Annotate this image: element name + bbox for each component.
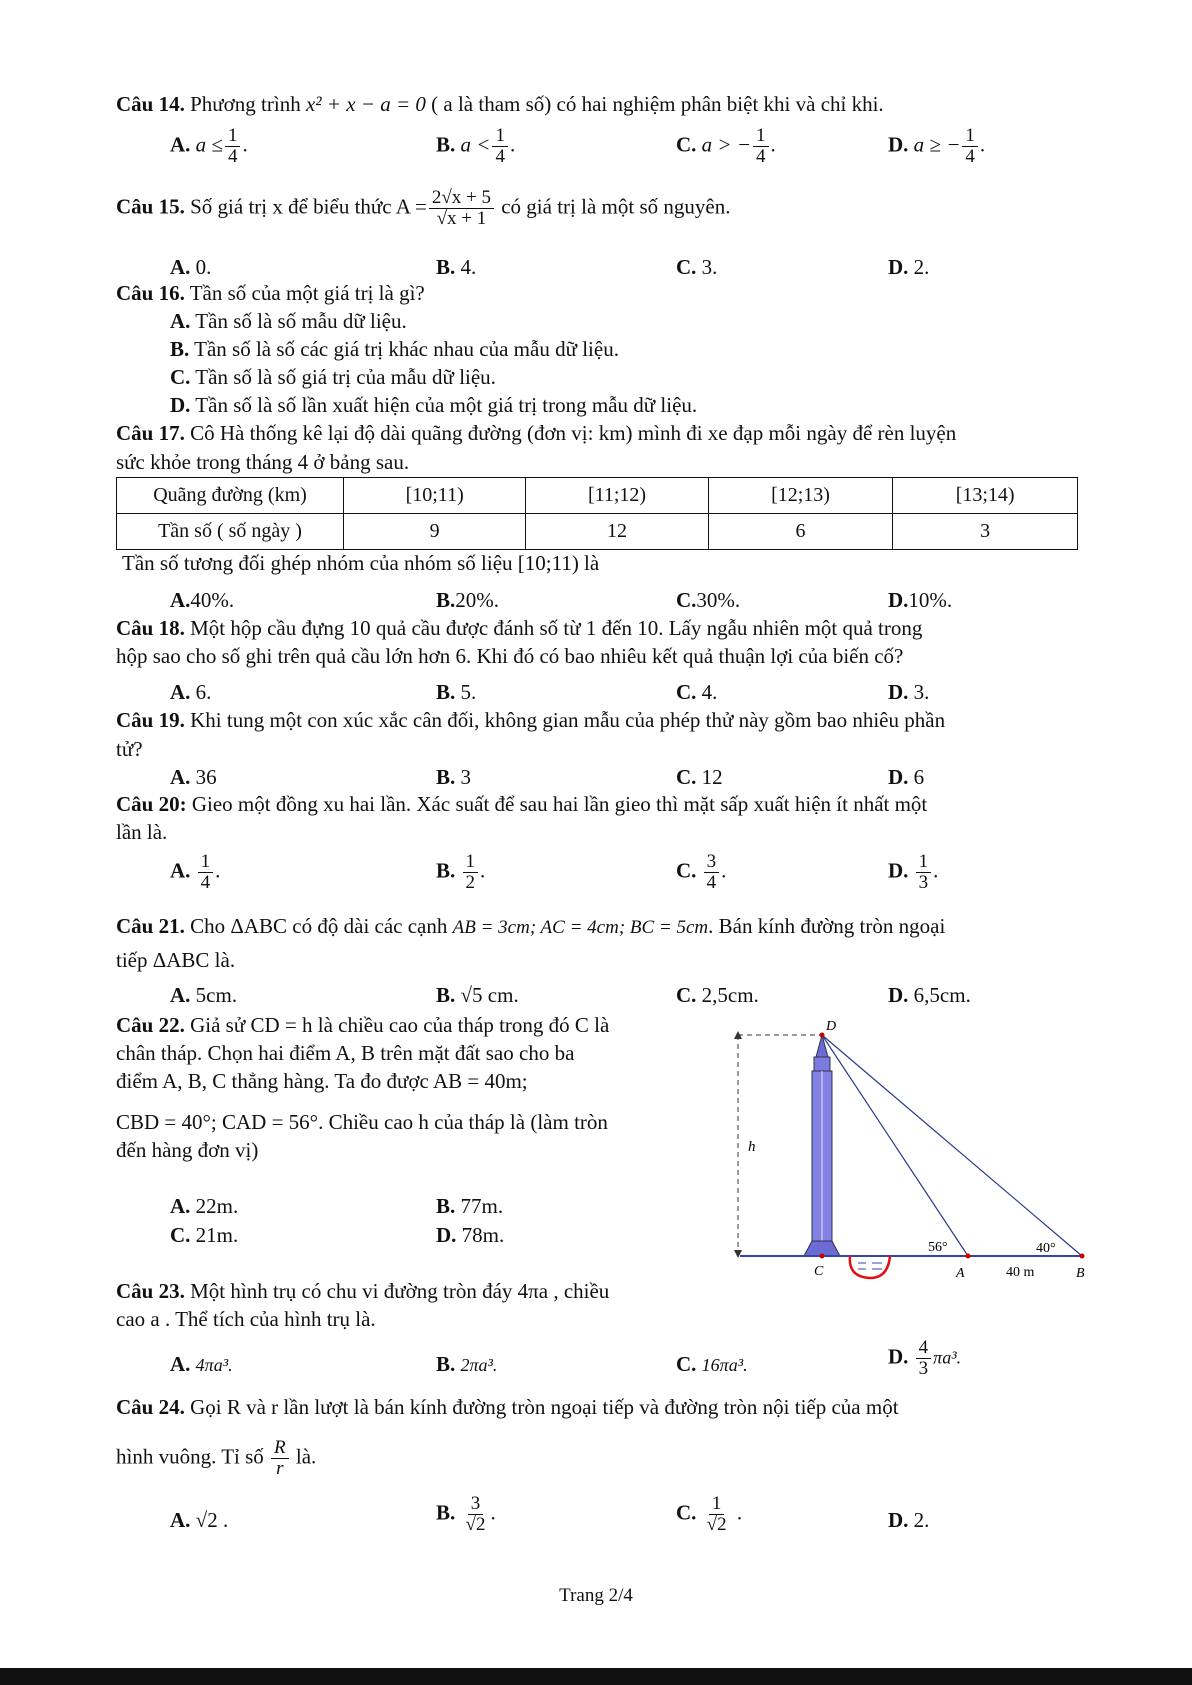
q21-option-a xyxy=(170,983,237,1008)
frac-num: 1 xyxy=(709,1494,725,1515)
q17-option-b xyxy=(436,588,499,613)
option-label: B. xyxy=(436,680,456,704)
page-number: Trang 2/4 xyxy=(559,1585,633,1606)
table-cell: [13;14) xyxy=(893,478,1078,514)
q19-option-b xyxy=(436,765,471,790)
option-pre: a ≤ xyxy=(195,132,223,157)
option-text: 10%. xyxy=(908,588,953,612)
frac-den: 4 xyxy=(227,145,238,167)
q17-option-c xyxy=(676,588,740,613)
q23-stem-line2: cao a . Thể tích của hình trụ là. xyxy=(116,1307,376,1331)
option-label: D. xyxy=(888,1508,909,1532)
ratio-fraction xyxy=(271,1438,289,1479)
option-text: 36 xyxy=(195,765,217,789)
option-label: C. xyxy=(676,765,697,789)
river-shape xyxy=(850,1256,890,1278)
frac-num: 1 xyxy=(753,126,769,147)
q15-stem-b: có giá trị là một số nguyên. xyxy=(501,194,731,219)
q19-label: Câu 19. xyxy=(116,708,185,732)
option-text: 0. xyxy=(195,255,212,279)
q20-stem-line2: lần là. xyxy=(116,820,168,844)
option-text: 2. xyxy=(913,1508,930,1532)
frac-num: 1 xyxy=(916,852,932,873)
option-label: C. xyxy=(676,255,697,279)
option-text: 4. xyxy=(460,255,477,279)
option-text: √5 cm. xyxy=(460,983,519,1007)
option-label: D. xyxy=(888,1344,909,1369)
option-label: B. xyxy=(436,132,456,157)
option-label: A. xyxy=(170,1194,191,1218)
q16-stem-text: Tần số của một giá trị là gì? xyxy=(189,281,425,305)
q18-option-b xyxy=(436,680,476,705)
label-b: B xyxy=(1076,1266,1085,1281)
option-post: . xyxy=(979,132,986,157)
option-text: 3. xyxy=(701,255,718,279)
q19-stem-line1 xyxy=(116,708,945,733)
option-label: B. xyxy=(436,983,456,1007)
option-label: D. xyxy=(888,858,909,883)
q21-stem-a: Cho ΔABC có độ dài các cạnh xyxy=(190,914,448,938)
q22-line: Giả sử CD = h là chiều cao của tháp trong đó C là xyxy=(190,1013,610,1037)
q17-stem-text: Cô Hà thống kê lại độ dài quãng đường (đơn vị: km) mình đi xe đạp mỗi ngày để rèn luyện xyxy=(190,421,957,445)
option-label: B. xyxy=(170,337,190,361)
option-label: A. xyxy=(170,765,191,789)
option-text: 4. xyxy=(701,680,718,704)
frac-num: 1 xyxy=(463,852,479,873)
bottom-bar xyxy=(0,1668,1192,1685)
option-text: 6 xyxy=(913,765,925,789)
option-label: A. xyxy=(170,588,191,612)
q14-equation: x² + x − a = 0 xyxy=(305,92,426,116)
q16-option-a xyxy=(170,309,407,334)
q22-option-d xyxy=(436,1223,504,1248)
sight-line-a xyxy=(822,1035,968,1256)
q15-option-a xyxy=(170,255,211,280)
q23-option-c xyxy=(676,1352,748,1377)
option-text: 4πa³. xyxy=(195,1355,233,1375)
option-text: Tần số là số lần xuất hiện của một giá trị trong mẫu dữ liệu. xyxy=(195,393,698,417)
table-row xyxy=(117,478,1078,514)
table-cell: 12 xyxy=(526,514,708,550)
q22-stem-line2: chân tháp. Chọn hai điểm A, B trên mặt đất sao cho ba xyxy=(116,1041,575,1065)
option-label: C. xyxy=(676,858,697,883)
q18-stem-text: Một hộp cầu đựng 10 quả cầu được đánh số từ 1 đến 10. Lấy ngẫu nhiên một quả trong xyxy=(190,616,923,640)
q18-stem-line1 xyxy=(116,616,922,641)
q15-expr-lhs: A = xyxy=(395,194,427,219)
q24-label: Câu 24. xyxy=(116,1395,185,1419)
frac-num: R xyxy=(271,1438,289,1459)
option-label: C. xyxy=(676,680,697,704)
q14-stem-a: Phương trình xyxy=(190,92,301,116)
option-post: . xyxy=(242,132,248,157)
option-fraction xyxy=(704,852,720,893)
q20-option-b: B. $\frac{1}{2}$ . xyxy=(436,851,486,893)
option-label: C. xyxy=(676,1352,697,1376)
option-post: . xyxy=(509,132,516,157)
option-text: 6. xyxy=(195,680,212,704)
tower-top xyxy=(814,1057,830,1071)
q21-option-c xyxy=(676,983,759,1008)
option-label: A. xyxy=(170,983,191,1007)
option-label: D. xyxy=(170,393,191,417)
label-h: h xyxy=(748,1139,756,1155)
table-header-cell: Tần số ( số ngày ) xyxy=(117,514,344,550)
option-label: B. xyxy=(436,1194,456,1218)
option-fraction xyxy=(463,852,479,893)
frac-num: 2√x + 5 xyxy=(429,188,494,209)
option-label: D. xyxy=(888,765,909,789)
option-label: C. xyxy=(170,1223,191,1247)
option-text: Tần số là số các giá trị khác nhau của mẫu dữ liệu. xyxy=(194,337,619,361)
label-a: A xyxy=(956,1266,965,1281)
q16-label: Câu 16. xyxy=(116,281,185,305)
option-post: πa³. xyxy=(933,1347,962,1368)
q17-label: Câu 17. xyxy=(116,421,185,445)
q19-stem-line2: tử? xyxy=(116,737,143,761)
q21-stem-b: . Bán kính đường tròn ngoại xyxy=(708,914,946,938)
label-c: C xyxy=(814,1264,824,1279)
table-cell: [12;13) xyxy=(708,478,893,514)
option-label: A. xyxy=(170,680,191,704)
option-label: A. xyxy=(170,1352,191,1376)
q17-option-d xyxy=(888,588,952,613)
q15-stem-a: Số giá trị x để biểu thức xyxy=(190,194,392,219)
option-pre: a < xyxy=(460,132,491,157)
frac-num: 3 xyxy=(468,1494,484,1515)
option-text: 2πa³. xyxy=(460,1355,498,1375)
option-label: A. xyxy=(170,1508,191,1532)
q14-label: Câu 14. xyxy=(116,92,185,116)
q20-stem-text: Gieo một đồng xu hai lần. Xác suất để sau hai lần gieo thì mặt sấp xuất hiện ít nhất một xyxy=(191,792,928,816)
q23-option-a xyxy=(170,1352,233,1377)
q19-stem-text: Khi tung một con xúc xắc cân đối, không gian mẫu của phép thử này gồm bao nhiêu phần xyxy=(190,708,946,732)
q21-stem-line1 xyxy=(116,914,945,939)
q18-option-c xyxy=(676,680,717,705)
table-cell: 3 xyxy=(893,514,1078,550)
q14-option-b xyxy=(436,126,515,167)
option-text: 2. xyxy=(913,255,930,279)
q17-stem-line2: sức khỏe trong tháng 4 ở bảng sau. xyxy=(116,450,410,474)
q15-option-d xyxy=(888,255,929,280)
point-c xyxy=(820,1254,825,1259)
q18-option-d xyxy=(888,680,929,705)
option-text: 6,5cm. xyxy=(913,983,971,1007)
q15-label: Câu 15. xyxy=(116,194,185,219)
q22-stem-line3: điểm A, B, C thẳng hàng. Ta đo được AB = 40m; xyxy=(116,1069,528,1093)
frac-den: 3 xyxy=(918,1357,929,1379)
option-text: 12 xyxy=(701,765,723,789)
q17-option-a xyxy=(170,588,234,613)
option-fraction xyxy=(492,126,508,167)
q22-label: Câu 22. xyxy=(116,1013,185,1037)
option-text: √2 . xyxy=(195,1508,229,1532)
table-header-cell: Quãng đường (km) xyxy=(117,478,344,514)
sight-line-b xyxy=(822,1035,1082,1256)
option-text: 20%. xyxy=(455,588,500,612)
table-cell: 6 xyxy=(708,514,893,550)
q24-stem-b: là. xyxy=(295,1444,317,1469)
option-text: Tần số là số mẫu dữ liệu. xyxy=(195,309,407,333)
option-label: A. xyxy=(170,858,191,883)
frac-num: 4 xyxy=(916,1338,932,1359)
q24-stem-line2 xyxy=(116,1438,316,1479)
frac-den: 2 xyxy=(465,871,476,893)
option-post: . xyxy=(770,132,776,157)
q22-stem-line4: CBD = 40°; CAD = 56°. Chiều cao h của tháp là (làm tròn xyxy=(116,1110,608,1134)
frac-num: 1 xyxy=(225,126,241,147)
q21-sides: AB = 3cm; AC = 4cm; BC = 5cm xyxy=(452,917,709,938)
option-label: B. xyxy=(436,765,456,789)
frac-den: r xyxy=(276,1457,284,1479)
option-fraction xyxy=(753,126,769,167)
option-label: D. xyxy=(888,680,909,704)
option-text: 40%. xyxy=(190,588,235,612)
frac-num: 1 xyxy=(962,126,978,147)
q24-option-a xyxy=(170,1508,228,1533)
option-text: 5. xyxy=(460,680,477,704)
option-label: B. xyxy=(436,588,456,612)
q17-stem-line1 xyxy=(116,421,956,446)
option-text: 30%. xyxy=(696,588,741,612)
option-label: A. xyxy=(170,309,191,333)
q24-stem-a: hình vuông. Tỉ số xyxy=(116,1444,264,1469)
q17-question: Tần số tương đối ghép nhóm của nhóm số liệu [10;11) là xyxy=(122,551,600,575)
option-pre: a ≥ − xyxy=(913,132,961,157)
q20-stem-line1 xyxy=(116,792,927,817)
q18-option-a xyxy=(170,680,211,705)
option-text: 21m. xyxy=(195,1223,239,1247)
q20-option-a: A. $\frac{1}{4}$ . xyxy=(170,851,221,893)
frac-num: 1 xyxy=(492,126,508,147)
q22-stem-line1 xyxy=(116,1013,609,1038)
point-d xyxy=(820,1033,825,1038)
q18-label: Câu 18. xyxy=(116,616,185,640)
option-label: C. xyxy=(676,1500,697,1525)
q23-option-b xyxy=(436,1352,497,1377)
option-fraction xyxy=(704,1494,730,1535)
q14-option-a xyxy=(170,126,248,167)
q20-option-c: C. $\frac{3}{4}$ . xyxy=(676,851,727,893)
table-row xyxy=(117,514,1078,550)
q15-option-b xyxy=(436,255,476,280)
label-distance: 40 m xyxy=(1006,1265,1035,1280)
q22-option-a xyxy=(170,1194,238,1219)
option-fraction xyxy=(962,126,978,167)
option-text: 16πa³. xyxy=(701,1355,748,1375)
q24-option-d xyxy=(888,1508,929,1533)
q20-option-d: D. $\frac{1}{3}$ . xyxy=(888,851,939,893)
option-fraction xyxy=(916,1338,932,1379)
q23-stem-text: Một hình trụ có chu vi đường tròn đáy 4πa , chiều xyxy=(190,1279,610,1303)
q24-option-b: B. $\frac{3}{√2}$ . xyxy=(436,1493,496,1535)
label-angle-a: 56° xyxy=(928,1240,948,1255)
option-label: A. xyxy=(170,255,191,279)
frac-den: √2 xyxy=(706,1513,727,1535)
frac-num: 1 xyxy=(198,852,214,873)
option-label: D. xyxy=(888,983,909,1007)
option-text: 3. xyxy=(913,680,930,704)
option-label: D. xyxy=(888,255,909,279)
q24-stem-line1 xyxy=(116,1395,899,1420)
tower-figure xyxy=(720,1015,1100,1295)
frac-num: 3 xyxy=(704,852,720,873)
q14-stem-b: ( a là tham số) có hai nghiệm phân biệt khi và chỉ khi. xyxy=(431,92,884,116)
q21-stem-line2: tiếp ΔABC là. xyxy=(116,948,236,972)
frac-den: 4 xyxy=(706,871,717,893)
q22-stem-line5: đến hàng đơn vị) xyxy=(116,1138,259,1162)
q19-option-d xyxy=(888,765,924,790)
frac-den: 4 xyxy=(495,145,505,167)
q14-stem xyxy=(116,92,884,117)
q21-option-b xyxy=(436,983,519,1008)
frac-den: 4 xyxy=(200,871,211,893)
q19-option-c xyxy=(676,765,723,790)
option-label: C. xyxy=(676,588,697,612)
frac-den: √x + 1 xyxy=(436,207,487,229)
option-label: B. xyxy=(436,255,456,279)
option-text: 5cm. xyxy=(195,983,238,1007)
option-fraction xyxy=(198,852,214,893)
q24-stem-text: Gọi R và r lần lượt là bán kính đường tròn ngoại tiếp và đường tròn nội tiếp của một xyxy=(190,1395,899,1419)
option-text: 2,5cm. xyxy=(701,983,759,1007)
q22-option-c xyxy=(170,1223,238,1248)
option-label: B. xyxy=(436,1500,456,1525)
frac-den: 4 xyxy=(965,145,975,167)
frac-den: 4 xyxy=(756,145,766,167)
option-pre: a > − xyxy=(701,132,752,157)
option-label: C. xyxy=(676,132,697,157)
q18-stem-line2: hộp sao cho số ghi trên quả cầu lớn hơn 6. Khi đó có bao nhiêu kết quả thuận lợi của biến cố? xyxy=(116,644,904,668)
q23-stem-line1 xyxy=(116,1279,609,1304)
table-cell: 9 xyxy=(344,514,526,550)
option-text: 3 xyxy=(460,765,472,789)
q14-option-c xyxy=(676,126,776,167)
q15-stem xyxy=(116,188,730,229)
q21-label: Câu 21. xyxy=(116,914,185,938)
option-text: 22m. xyxy=(195,1194,239,1218)
frequency-table xyxy=(116,477,1078,550)
option-label: D. xyxy=(888,588,909,612)
frac-den: √2 xyxy=(465,1513,486,1535)
q19-option-a xyxy=(170,765,217,790)
q23-label: Câu 23. xyxy=(116,1279,185,1303)
q14-option-d xyxy=(888,126,985,167)
q20-label: Câu 20: xyxy=(116,792,187,816)
option-fraction xyxy=(225,126,241,167)
option-label: B. xyxy=(436,1352,456,1376)
option-label: C. xyxy=(170,365,191,389)
point-a xyxy=(966,1254,971,1259)
q24-option-c: C. $\frac{1}{√2}$ . xyxy=(676,1493,743,1535)
option-fraction xyxy=(916,852,932,893)
q15-expression xyxy=(429,188,494,229)
q21-option-d xyxy=(888,983,971,1008)
option-text: Tần số là số giá trị của mẫu dữ liệu. xyxy=(195,365,496,389)
option-text: 78m. xyxy=(461,1223,505,1247)
table-cell: [10;11) xyxy=(344,478,526,514)
option-label: A. xyxy=(170,132,191,157)
q16-option-d xyxy=(170,393,697,418)
option-label: B. xyxy=(436,858,456,883)
frac-den: 3 xyxy=(918,871,929,893)
point-b xyxy=(1080,1254,1085,1259)
q22-option-b xyxy=(436,1194,503,1219)
option-text: 77m. xyxy=(460,1194,504,1218)
option-fraction xyxy=(463,1494,489,1535)
label-d: D xyxy=(826,1019,837,1034)
option-label: D. xyxy=(888,132,909,157)
option-label: D. xyxy=(436,1223,457,1247)
q23-option-d xyxy=(888,1338,961,1379)
label-angle-b: 40° xyxy=(1036,1241,1056,1256)
q15-option-c xyxy=(676,255,717,280)
table-cell: [11;12) xyxy=(526,478,708,514)
q16-option-c xyxy=(170,365,496,390)
q16-stem xyxy=(116,281,425,306)
q16-option-b xyxy=(170,337,619,362)
option-label: C. xyxy=(676,983,697,1007)
